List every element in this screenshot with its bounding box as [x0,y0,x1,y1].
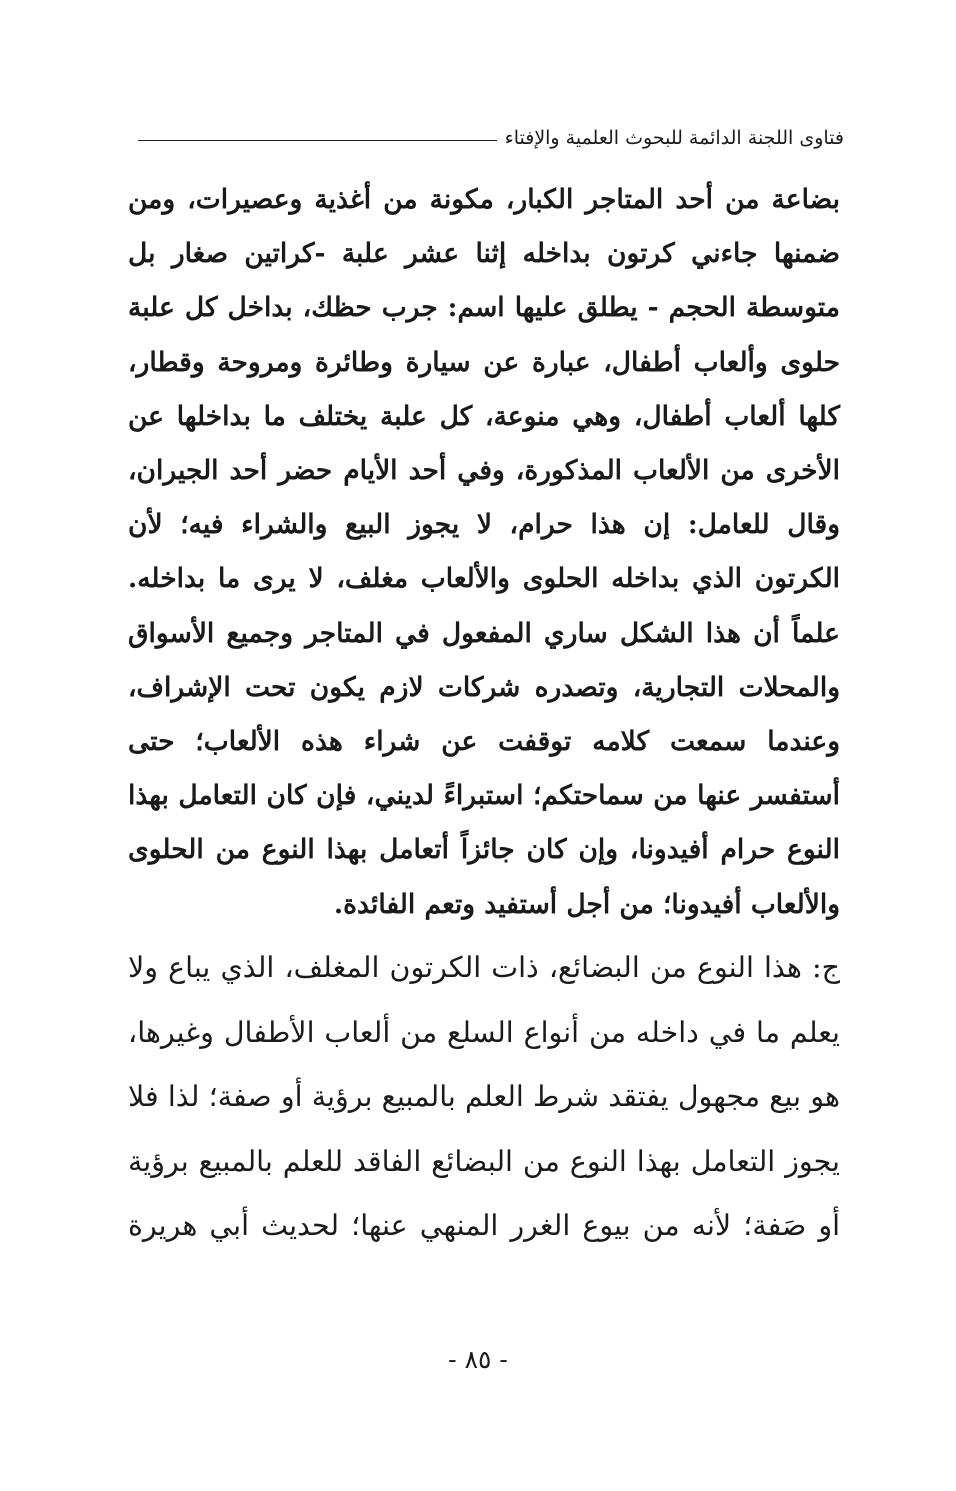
page-number: - ٨٥ - [448,1345,508,1374]
book-title: فتاوى اللجنة الدائمة للبحوث العلمية والإفتاء [504,127,844,149]
header-rule [138,140,497,141]
running-header [138,118,844,158]
question-text: بضاعة من أحد المتاجر الكبار، مكونة من أغذية وعصيرات، ومن ضمنها جاءني كرتون بداخله إثنا عشر علبة -كراتين صغار بل متوسطة الحجم - يطلق عليها اسم: جرب حظك، بداخل كل علبة حلوى وألعاب أطفال، عبارة عن سيارة وطائرة ومروحة وقطار، كلها ألعاب أطفال، وهي منوعة، كل علبة يختلف ما بداخلها عن الأخرى من الألعاب المذكورة، وفي أحد الأيام حضر أحد الجيران، وقال للعامل: إن هذا حرام، لا يجوز البيع والشراء فيه؛ لأن الكرتون الذي بداخله الحلوى والألعاب مغلف، لا يرى ما بداخله. علماً أن هذا الشكل ساري المفعول في المتاجر وجميع الأسواق والمحلات التجارية، وتصدره شركات لازم يكون تحت الإشراف، وعندما سمعت كلامه توقفت عن شراء هذه الألعاب؛ حتى أستفسر عنها من سماحتكم؛ استبراءً لديني، فإن كان التعامل بهذا النوع حرام أفيدونا، وإن كان جائزاً أتعامل بهذا النوع من الحلوى والألعاب أفيدونا؛ من أجل أستفيد وتعم الفائدة. [128,184,840,920]
answer-text: ج: هذا النوع من البضائع، ذات الكرتون المغلف، الذي يباع ولا يعلم ما في داخله من أنواع السلع من ألعاب الأطفال وغيرها، هو بيع مجهول يفتقد شرط العلم بالمبيع برؤية أو صفة؛ لذا فلا يجوز التعامل بهذا النوع من البضائع الفاقد للعلم بالمبيع برؤية أو صَفة؛ لأنه من بيوع الغرر المنهي عنها؛ لحديث أبي هريرة [128,951,840,1242]
